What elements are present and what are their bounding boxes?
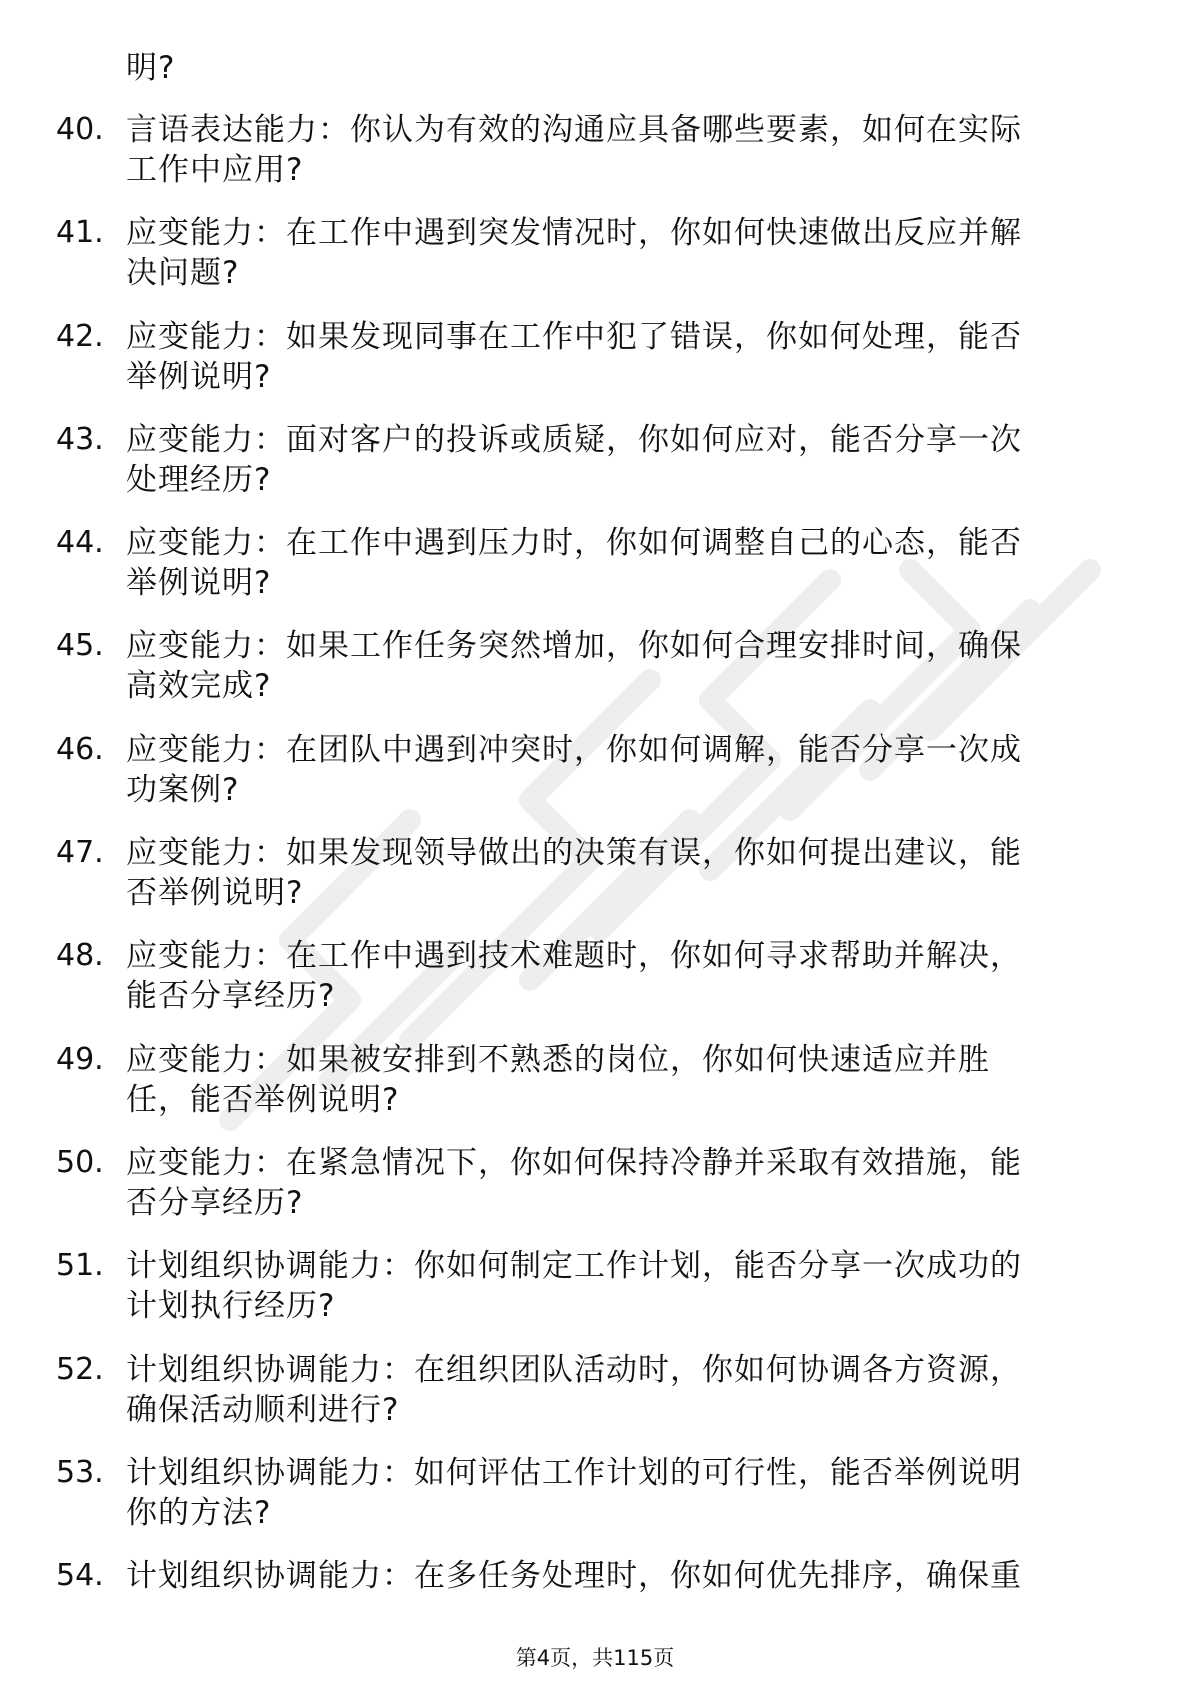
question-line: 高效完成? bbox=[126, 668, 272, 705]
question-text bbox=[126, 730, 1116, 810]
question-number: 51. bbox=[56, 1248, 104, 1284]
question-line: 计划组织协调能力：在多任务处理时，你如何优先排序，确保重 bbox=[126, 1558, 1022, 1595]
question-line: 应变能力：在紧急情况下，你如何保持冷静并采取有效措施，能 bbox=[126, 1144, 1022, 1181]
question-number: 53. bbox=[56, 1454, 104, 1490]
question-line: 能否分享经历? bbox=[126, 978, 336, 1015]
question-line: 应变能力：如果被安排到不熟悉的岗位，你如何快速适应并胜 bbox=[126, 1041, 990, 1078]
question-text bbox=[126, 626, 1116, 706]
question-number: 45. bbox=[56, 628, 104, 664]
question-number: 54. bbox=[56, 1558, 104, 1594]
question-line: 计划执行经历? bbox=[126, 1288, 336, 1325]
question-text bbox=[126, 1246, 1116, 1326]
question-line: 确保活动顺利进行? bbox=[126, 1391, 400, 1428]
question-number: 41. bbox=[56, 215, 104, 251]
question-line: 举例说明? bbox=[126, 358, 272, 395]
question-number: 48. bbox=[56, 938, 104, 974]
question-line: 任，能否举例说明? bbox=[126, 1081, 400, 1118]
question-text bbox=[126, 1556, 1116, 1596]
list-item bbox=[0, 1453, 1190, 1533]
question-line: 你的方法? bbox=[126, 1494, 272, 1531]
question-text bbox=[126, 110, 1116, 190]
question-text bbox=[126, 1453, 1116, 1533]
list-item bbox=[0, 523, 1190, 603]
question-line: 计划组织协调能力：如何评估工作计划的可行性，能否举例说明 bbox=[126, 1454, 1022, 1491]
page-footer: 第4页，共115页 bbox=[515, 1646, 675, 1670]
question-line: 否分享经历? bbox=[126, 1184, 304, 1221]
list-item bbox=[0, 936, 1190, 1016]
list-item bbox=[0, 213, 1190, 293]
question-text bbox=[126, 420, 1116, 500]
question-line: 决问题? bbox=[126, 255, 240, 292]
list-item bbox=[0, 1350, 1190, 1430]
question-number: 42. bbox=[56, 318, 104, 354]
question-line: 应变能力：在工作中遇到压力时，你如何调整自己的心态，能否 bbox=[126, 525, 1022, 562]
question-number: 47. bbox=[56, 835, 104, 871]
list-item bbox=[0, 1040, 1190, 1120]
list-item bbox=[0, 626, 1190, 706]
question-line: 应变能力：如果工作任务突然增加，你如何合理安排时间，确保 bbox=[126, 628, 1022, 665]
question-line: 否举例说明? bbox=[126, 875, 304, 912]
question-line: 举例说明? bbox=[126, 565, 272, 602]
question-line: 工作中应用? bbox=[126, 152, 304, 188]
question-number: 50. bbox=[56, 1144, 104, 1180]
question-text bbox=[126, 213, 1116, 293]
list-item bbox=[0, 1246, 1190, 1326]
list-item bbox=[0, 110, 1190, 190]
question-number: 52. bbox=[56, 1351, 104, 1387]
question-text bbox=[126, 833, 1116, 913]
continuation-text: 明? bbox=[126, 50, 176, 86]
question-text bbox=[126, 936, 1116, 1016]
list-item bbox=[0, 730, 1190, 810]
question-line: 应变能力：如果发现同事在工作中犯了错误，你如何处理，能否 bbox=[126, 318, 1022, 355]
question-number: 49. bbox=[56, 1041, 104, 1077]
question-line: 应变能力：在工作中遇到技术难题时，你如何寻求帮助并解决， bbox=[126, 938, 1022, 975]
list-item bbox=[0, 833, 1190, 913]
question-line: 应变能力：如果发现领导做出的决策有误，你如何提出建议，能 bbox=[126, 835, 1022, 872]
question-text bbox=[126, 1143, 1116, 1223]
question-list bbox=[0, 110, 1190, 1659]
question-line: 应变能力：面对客户的投诉或质疑，你如何应对，能否分享一次 bbox=[126, 421, 1022, 458]
question-text bbox=[126, 1350, 1116, 1430]
question-number: 46. bbox=[56, 731, 104, 767]
question-number: 44. bbox=[56, 525, 104, 561]
question-line: 应变能力：在团队中遇到冲突时，你如何调解，能否分享一次成 bbox=[126, 731, 1022, 768]
list-item bbox=[0, 1556, 1190, 1636]
question-line: 应变能力：在工作中遇到突发情况时，你如何快速做出反应并解 bbox=[126, 215, 1022, 252]
question-line: 功案例? bbox=[126, 771, 240, 808]
list-item bbox=[0, 317, 1190, 397]
question-text bbox=[126, 1040, 1116, 1120]
question-text bbox=[126, 317, 1116, 397]
question-line: 言语表达能力：你认为有效的沟通应具备哪些要素，如何在实际 bbox=[126, 112, 1022, 148]
question-text bbox=[126, 523, 1116, 603]
question-line: 计划组织协调能力：你如何制定工作计划，能否分享一次成功的 bbox=[126, 1248, 1022, 1285]
question-line: 处理经历? bbox=[126, 461, 272, 498]
question-number: 40. bbox=[56, 112, 104, 147]
question-number: 43. bbox=[56, 421, 104, 457]
list-item bbox=[0, 1143, 1190, 1223]
list-item bbox=[0, 420, 1190, 500]
question-line: 计划组织协调能力：在组织团队活动时，你如何协调各方资源， bbox=[126, 1351, 1022, 1388]
